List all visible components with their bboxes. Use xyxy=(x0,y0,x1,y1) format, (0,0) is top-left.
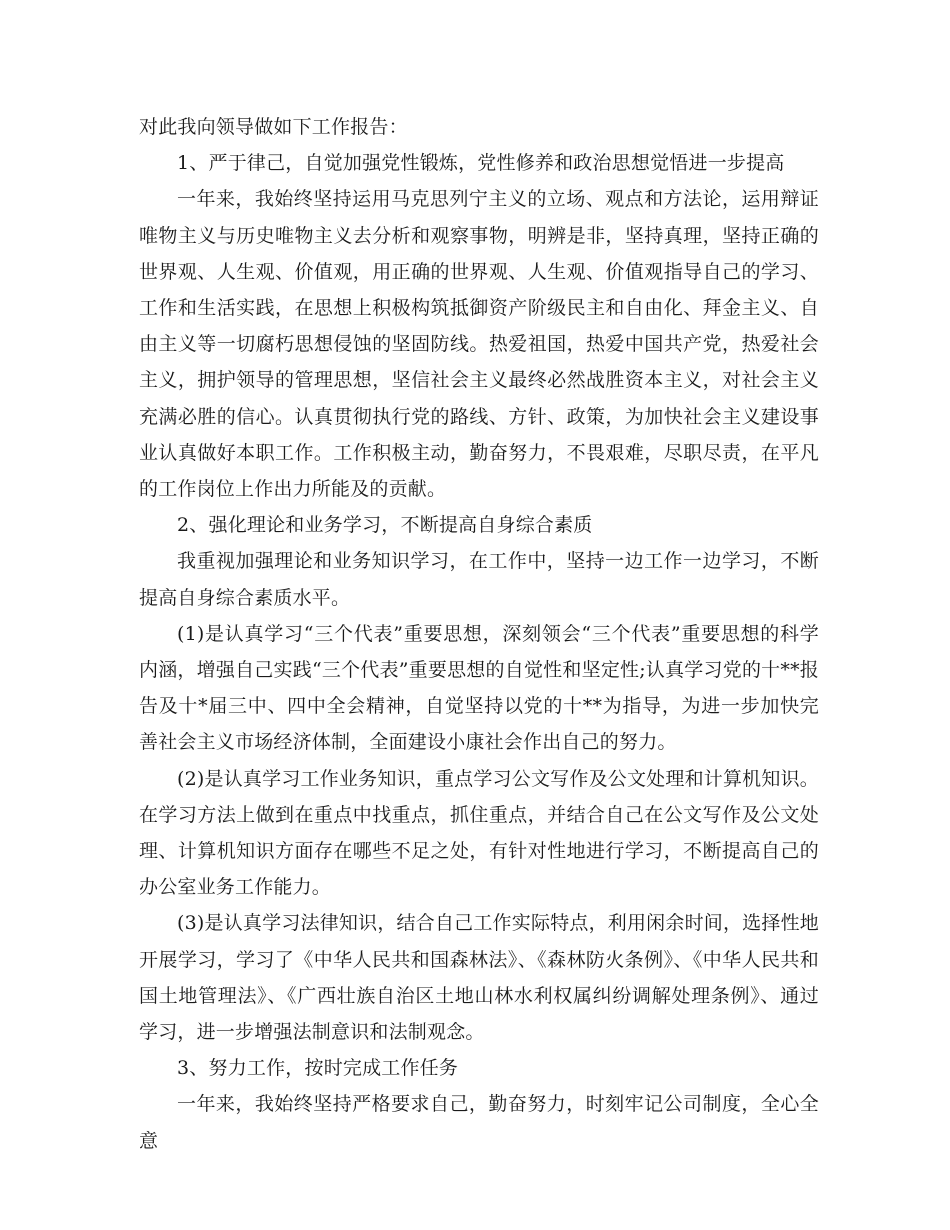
section-2-paragraph: 我重视加强理论和业务知识学习，在工作中，坚持一边工作一边学习，不断提高自身综合素质水平。 xyxy=(139,550,819,609)
document-body xyxy=(139,109,819,1159)
section-heading-1: 1、严于律己，自觉加强党性锻炼，党性修养和政治思想觉悟进一步提高 xyxy=(177,152,785,175)
section-2-item-3: (3)是认真学习法律知识，结合自己工作实际特点，利用闲余时间，选择性地开展学习，学习了《中华人民共和国森林法》、《森林防火条例》、《中华人民共和国土地管理法》、《广西壮族自治区土地山林水利权属纠纷调解处理条例》、通过学习，进一步增强法制意识和法制观念。 xyxy=(139,912,819,1044)
section-2-item-2: (2)是认真学习工作业务知识，重点学习公文写作及公文处理和计算机知识。在学习方法上做到在重点中找重点，抓住重点，并结合自己在公文写作及公文处理、计算机知识方面存在哪些不足之处，有针对性地进行学习，不断提高自己的办公室业务工作能力。 xyxy=(139,767,819,899)
section-3-paragraph: 一年来，我始终坚持严格要求自己，勤奋努力，时刻牢记公司制度，全心全意 xyxy=(139,1093,819,1152)
section-heading-2: 2、强化理论和业务学习，不断提高自身综合素质 xyxy=(177,514,593,537)
section-heading-3: 3、努力工作，按时完成工作任务 xyxy=(177,1057,459,1080)
section-2-item-1: (1)是认真学习“三个代表”重要思想，深刻领会“三个代表”重要思想的科学内涵，增强自己实践“三个代表”重要思想的自觉性和坚定性;认真学习党的十**报告及十*届三中、四中全会精神，自觉坚持以党的十**为指导，为进一步加快完善社会主义市场经济体制，全面建设小康社会作出自己的努力。 xyxy=(139,622,819,754)
section-1-paragraph: 一年来，我始终坚持运用马克思列宁主义的立场、观点和方法论，运用辩证唯物主义与历史唯物主义去分析和观察事物，明辨是非，坚持真理，坚持正确的世界观、人生观、价值观，用正确的世界观、人生观、价值观指导自己的学习、工作和生活实践，在思想上积极构筑抵御资产阶级民主和自由化、拜金主义、自由主义等一切腐朽思想侵蚀的坚固防线。热爱祖国，热爱中国共产党，热爱社会主义，拥护领导的管理思想，坚信社会主义最终必然战胜资本主义，对社会主义充满必胜的信心。认真贯彻执行党的路线、方针、政策，为加快社会主义建设事业认真做好本职工作。工作积极主动，勤奋努力，不畏艰难，尽职尽责，在平凡的工作岗位上作出力所能及的贡献。 xyxy=(139,188,819,501)
intro-line: 对此我向领导做如下工作报告： xyxy=(139,116,408,138)
